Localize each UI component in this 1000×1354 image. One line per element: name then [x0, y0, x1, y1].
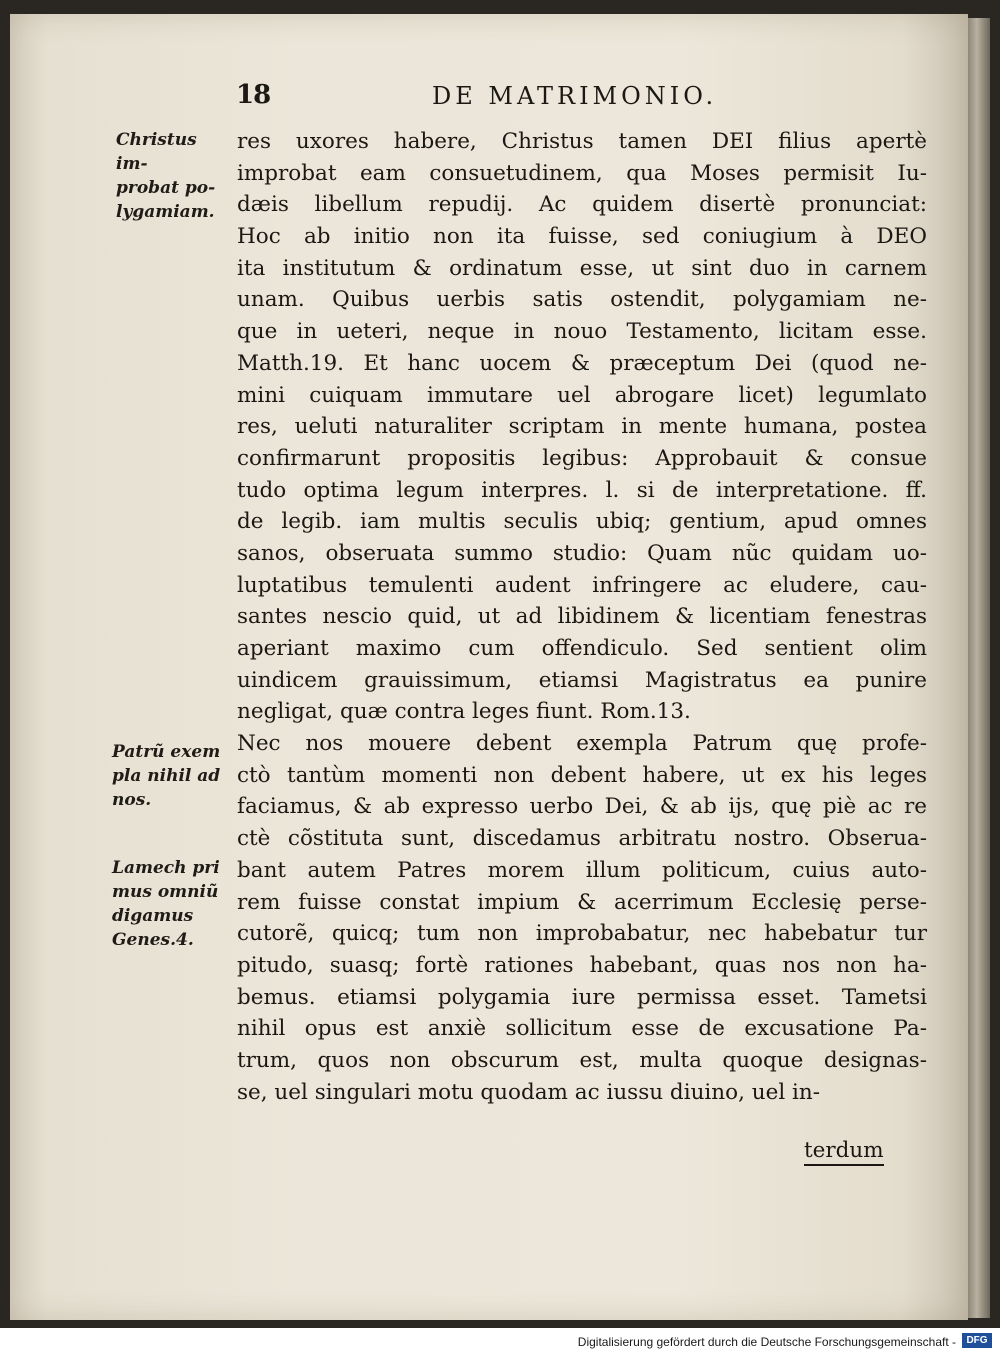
text-line: negligat, quæ contra leges fiunt. Rom.13.: [237, 699, 691, 725]
text-line: tudo optima legum interpres. l. si de interpretatione. ff.: [237, 477, 927, 503]
text-line: unam. Quibus uerbis satis ostendit, polygamiam ne-: [237, 287, 927, 313]
dfg-logo: DFG: [962, 1333, 992, 1348]
margin-note-patrum: Patrũ exem pla nihil ad nos.: [112, 742, 221, 810]
catchword: terdum: [804, 1138, 884, 1166]
text-line: uindicem grauissimum, etiamsi Magistratus ea punire: [237, 667, 927, 693]
text-line: ctè cõstituta sunt, discedamus arbitratu nostro. Obserua-: [237, 826, 927, 852]
text-line: Nec nos mouere debent exempla Patrum quę profe-: [237, 731, 927, 757]
text-line: pitudo, suasq; fortè rationes habebant, quas nos non ha-: [237, 952, 927, 978]
page-number: 18: [236, 80, 271, 110]
margin-note-christus: Christus im- probat po- lygamiam.: [116, 130, 216, 222]
text-line: res, ueluti naturaliter scriptam in mente humana, postea: [237, 414, 927, 440]
footer-credit: Digitalisierung gefördert durch die Deutsche Forschungsgemeinschaft -: [577, 1335, 956, 1349]
text-line: ctò tantùm momenti non debent habere, ut ex his leges: [237, 762, 927, 788]
text-line: santes nescio quid, ut ad libidinem & licentiam fenestras: [237, 604, 927, 630]
text-line: de legib. iam multis seculis ubiq; gentium, apud omnes: [237, 509, 927, 535]
text-line: nihil opus est anxiè sollicitum esse de excusatione Pa-: [237, 1016, 927, 1042]
page-header: [0, 80, 1000, 120]
text-line: rem fuisse constat impium & acerrimum Ecclesię perse-: [237, 889, 927, 915]
text-line: que in ueteri, neque in nouo Testamento, licitam esse.: [237, 319, 927, 345]
text-line: ita institutum & ordinatum esse, ut sint duo in carnem: [237, 255, 927, 281]
text-line: aperiant maximo cum offendiculo. Sed sentient olim: [237, 636, 927, 661]
text-line: Matth.19. Et hanc uocem & præceptum Dei (quod ne-: [237, 350, 927, 376]
text-line: bemus. etiamsi polygamia iure permissa esset. Tametsi: [237, 984, 927, 1010]
text-line: trum, quos non obscurum est, multa quoque designas-: [237, 1047, 927, 1073]
text-line: bant autem Patres morem illum politicum, cuius auto-: [237, 857, 927, 883]
text-line: cutorẽ, quicq; tum non improbabatur, nec habebatur tur: [237, 921, 927, 947]
text-line: dæis libellum repudij. Ac quidem disertè pronunciat:: [237, 192, 927, 218]
text-line: res uxores habere, Christus tamen DEI filius apertè: [237, 129, 927, 154]
body-text: [237, 126, 927, 1108]
text-line: se, uel singulari motu quodam ac iussu diuino, uel in-: [237, 1079, 821, 1105]
text-line: mini cuiquam immutare uel abrogare licet) legumlato: [237, 382, 927, 408]
margin-note-lamech: Lamech pri mus omniũ digamus Genes.4.: [112, 858, 220, 950]
text-line: Hoc ab initio non ita fuisse, sed coniugium à DEO: [237, 224, 927, 250]
page-edge: [968, 18, 990, 1318]
text-line: confirmarunt propositis legibus: Approbauit & consue: [237, 445, 927, 471]
running-head: DE MATRIMONIO.: [432, 82, 718, 110]
text-line: faciamus, & ab expresso uerbo Dei, & ab ijs, quę piè ac re: [237, 794, 927, 820]
text-line: improbat eam consuetudinem, qua Moses permisit Iu-: [237, 160, 927, 186]
digitization-footer: [0, 1328, 1000, 1354]
text-line: sanos, obseruata summo studio: Quam nũc quidam uo-: [237, 540, 927, 566]
text-line: luptatibus temulenti audent infringere ac eludere, cau-: [237, 572, 927, 598]
